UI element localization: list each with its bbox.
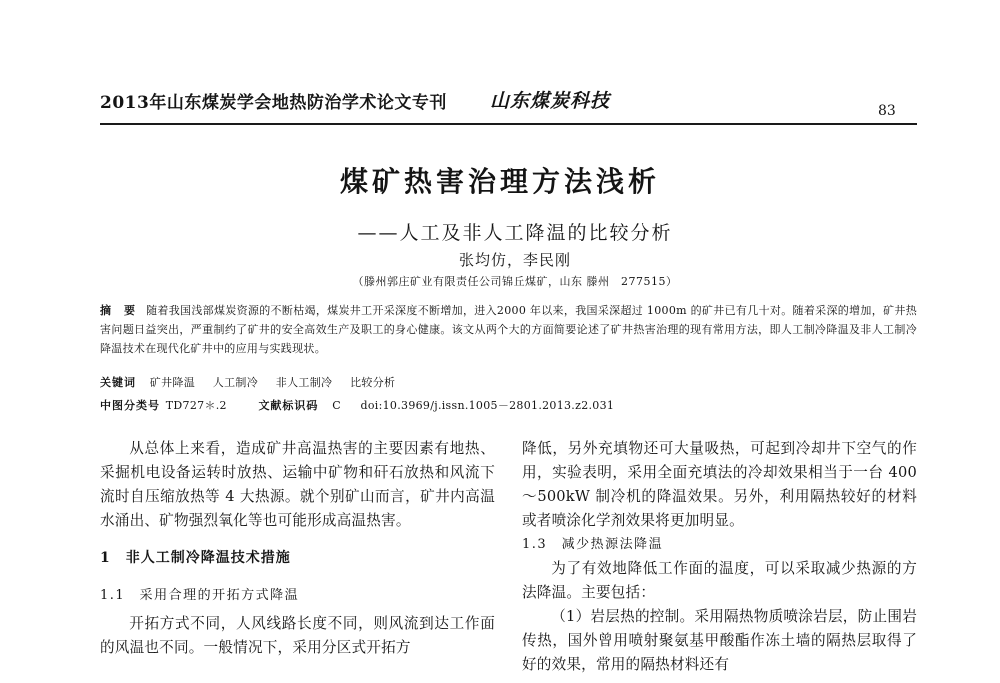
section-heading: 1 非人工制冷降温技术措施 bbox=[100, 550, 291, 566]
doc-code-value: C bbox=[332, 399, 341, 412]
keyword: 矿井降温 bbox=[149, 376, 195, 389]
body-paragraph: 降低，另外充填物还可大量吸热，可起到冷却井下空气的作用，实验表明，采用全面充填法的冷却效果相当于一台 400～500kW 制冷机的降温效果。另外，利用隔热较好的材料或者喷涂化学剂效果将更加明显。 bbox=[522, 440, 917, 529]
header-rule bbox=[100, 123, 917, 125]
keyword: 人工制冷 bbox=[212, 376, 258, 389]
right-column bbox=[522, 437, 917, 677]
abstract bbox=[100, 301, 917, 358]
left-column bbox=[100, 437, 495, 660]
intro-paragraph: 从总体上来看，造成矿井高温热害的主要因素有地热、采掘机电设备运转时放热、运输中矿物和矸石放热和风流下流时自压缩放热等 4 大热源。就个别矿山而言，矿井内高温水涌出、矿物强烈氧化等也可能形成高温热害。 bbox=[100, 440, 495, 529]
classification-line bbox=[100, 397, 614, 413]
body-paragraph: （1）岩层热的控制。采用隔热物质喷涂岩层，防止围岩传热，国外曾用喷射聚氨基甲酸酯作冻土墙的隔热层取得了好的效果，常用的隔热材料还有 bbox=[522, 608, 917, 673]
keywords-line bbox=[100, 374, 409, 390]
journal-logo: 山东煤炭科技 bbox=[490, 90, 611, 112]
abstract-label: 摘 要 bbox=[100, 304, 137, 317]
running-header: 2013年山东煤炭学会地热防治学术论文专刊 bbox=[100, 93, 447, 113]
doc-code-label: 文献标识码 bbox=[258, 399, 319, 412]
page-number: 83 bbox=[878, 103, 896, 119]
keyword: 非人工制冷 bbox=[275, 376, 333, 389]
article-title: 煤矿热害治理方法浅析 bbox=[339, 165, 660, 198]
keyword: 比较分析 bbox=[350, 376, 396, 389]
body-paragraph: 开拓方式不同，人风线路长度不同，则风流到达工作面的风温也不同。一般情况下，采用分区式开拓方 bbox=[100, 615, 495, 656]
body-paragraph: 为了有效地降低工作面的温度，可以采取减少热源的方法降温。主要包括： bbox=[522, 560, 917, 601]
clc-label: 中图分类号 bbox=[100, 399, 160, 412]
keywords-label: 关键词 bbox=[100, 376, 136, 389]
clc-value: TD727＊.2 bbox=[165, 399, 227, 412]
abstract-text: 随着我国浅部煤炭资源的不断枯竭，煤炭井工开采深度不断增加，进入2000 年以来，我国采深超过 1000m 的矿井已有几十对。随着采深的增加，矿井热害问题日益突出，严重制约了矿井的安全高效生产及职工的身心健康。该文从两个大的方面简要论述了矿井热害治理的现有常用方法，即人工制冷降温及非人工制冷降温技术在现代化矿井中的应用与实践现状。 bbox=[100, 304, 917, 355]
article-subtitle: ——人工及非人工降温的比较分析 bbox=[357, 222, 673, 244]
authors: 张均仿，李民刚 bbox=[458, 251, 571, 269]
affiliation: （滕州郭庄矿业有限责任公司锦丘煤矿，山东 滕州 277515） bbox=[352, 275, 678, 288]
subsection-heading: 1.3 减少热源法降温 bbox=[522, 537, 664, 552]
doi: doi:10.3969/j.issn.1005－2801.2013.z2.031 bbox=[360, 399, 615, 412]
subsection-heading: 1.1 采用合理的开拓方式降温 bbox=[100, 588, 300, 603]
